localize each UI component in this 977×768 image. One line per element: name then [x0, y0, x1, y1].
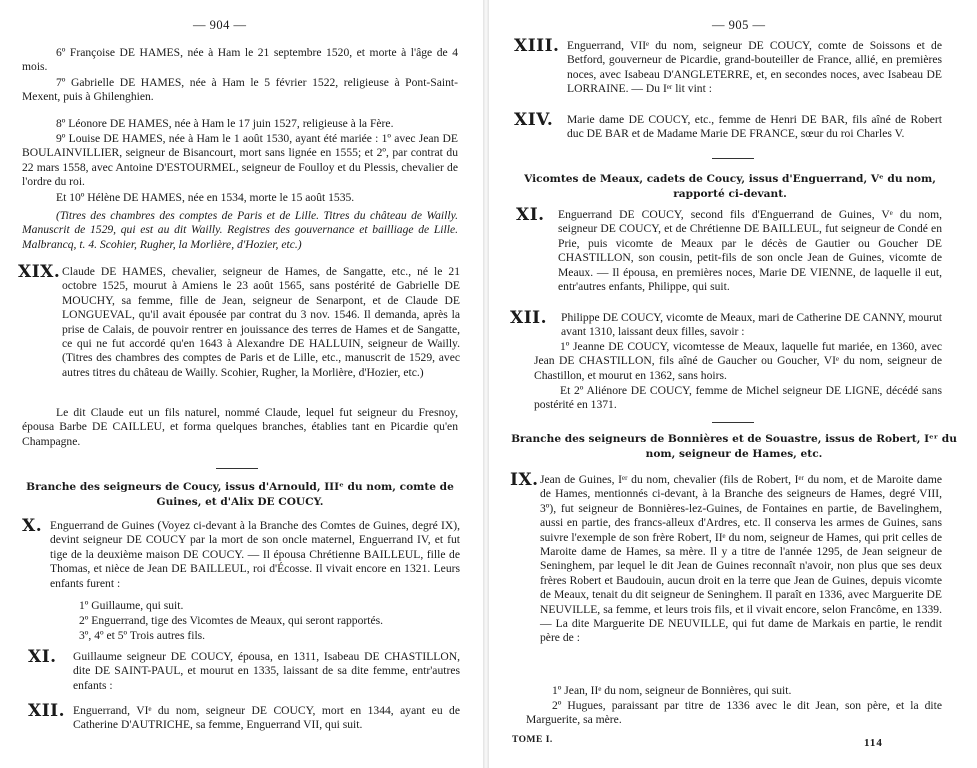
- paragraph: Enguerrand DE COUCY, second fils d'Enguerrand de Guines, Vᵉ du nom, seigneur DE COUCY, et de Chrétienne DE BAILLEUL, fut seigneur de Condé en Prie, puis vicomte de Meaux par le décès de Gautier ou Goucher DE CHASTILLON, son cousin, petit-fils de son oncle Jean de Guines, vicomte de Meaux. — Il épousa, en premières noces, Marie DE VIENNE, de laquelle il eut, entr'autres enfants, Philippe, qui suit.: [558, 208, 942, 294]
- degree-number: XII.: [28, 701, 66, 721]
- child-entry: 1º Jean, IIᵉ du nom, seigneur de Bonnières, qui suit.: [552, 684, 792, 697]
- page-number: — 904 —: [193, 18, 247, 32]
- paragraph: Enguerrand, VIᵉ du nom, seigneur DE COUCY, mort en 1344, ayant eu de Catherine D'AUTRICHE, sa femme, Enguerrand VII, qui suit.: [73, 704, 460, 732]
- divider: [216, 468, 258, 469]
- signature-mark: 114: [864, 737, 883, 749]
- paragraph: Marie dame DE COUCY, etc., femme de Henri DE BAR, fils aîné de Robert duc DE BAR et de Madame Marie DE FRANCE, sœur du roi Charles V.: [567, 113, 942, 141]
- paragraph: 6º Françoise DE HAMES, née à Ham le 21 septembre 1520, et morte à l'âge de 4 mois.: [22, 46, 458, 74]
- paragraph: Enguerrand de Guines (Voyez ci-devant à la Branche des Comtes de Guines, degré IX), devint seigneur DE COUCY par la mort de son oncle maternel, Enguerrand IV, et fut tige de la deuxième maison DE COUCY. — Il épousa Chrétienne BAILLEUL, fille de Thomas, et nièce de Jean DE BAILLEUL, roi d'Écosse. Il vivait encore en 1321. Leurs enfants furent :: [50, 519, 460, 590]
- section-heading: Branche des seigneurs de Bonnières et de Souastre, issus de Robert, Iᵉʳ du nom, seigneur de Hames, etc.: [511, 433, 957, 460]
- paragraph: Jean de Guines, Iᵉʳ du nom, chevalier (fils de Robert, Iᵉʳ du nom, et de Maroite dame de Hames, mentionnés ci-devant, à la Branche des seigneurs de Hames, degré VIII, 3º), fut seigneur de Bonnières-lez-Guines, de Fontaines en partie, de Bavelinghem, aussi en partie, des francs-alleux d'Ardres, etc. Il conserva les armes de Guines, sans suivre l'exemple de son frère Robert, IIᵉ du nom, seigneur de Hames, qui prit celles de Maroite dame de Hames, sa mère. Il y a titre de l'année 1295, de Jean seigneur de Seninghem, par lequel le dit Jean de Guines reconnaît n'avoir, non plus que ses deux frères Robert et Baudouin, aucun droit en la terre que Jean de Guines, depuis vicomte de Meaux, tenait du dit seigneur de Seninghem. Il paraît en 1336, avec Marguerite DE NEUVILLE, sa femme, et leurs trois fils, et il vivait encore, selon Francôme, en 1339. — La dite Marguerite DE NEUVILLE, qui fut dame de Markais en partie, le rendit père de :: [540, 473, 942, 645]
- page-number: — 905 —: [712, 18, 766, 32]
- paragraph: Guillaume seigneur DE COUCY, épousa, en 1311, Isabeau DE CHASTILLON, dite DE SAINT-PAUL, et mourut en 1335, laissant de sa dite femme, entr'autres enfants :: [73, 650, 460, 692]
- section-heading: Branche des seigneurs de Coucy, issus d'Arnould, IIIᵉ du nom, comte de Guines, et d'Alix DE COUCY.: [26, 481, 454, 508]
- divider: [712, 422, 754, 423]
- degree-number: XIX.: [18, 262, 61, 282]
- degree-number: XI.: [516, 205, 545, 225]
- left-page: [0, 0, 482, 768]
- paragraph: Et 10º Hélène DE HAMES, née en 1534, morte le 15 août 1535.: [56, 191, 355, 204]
- paragraph: Philippe DE COUCY, vicomte de Meaux, mari de Catherine DE CANNY, mourut avant 1310, laissant deux filles, savoir :: [561, 311, 942, 339]
- paragraph: 8º Léonore DE HAMES, née à Ham le 17 juin 1527, religieuse à la Fère.: [56, 117, 394, 130]
- paragraph: Le dit Claude eut un fils naturel, nommé Claude, lequel fut seigneur du Fresnoy, épousa Barbe DE CAILLEU, et forma quelques branches, établies tant en Picardie qu'en Champagne.: [22, 406, 458, 448]
- degree-number: X.: [22, 516, 43, 536]
- degree-number: IX.: [510, 470, 539, 490]
- paragraph: Claude DE HAMES, chevalier, seigneur de Hames, de Sangatte, etc., né le 21 octobre 1525, mourut à Amiens le 23 août 1565, sans postérité de Gabrielle DE MOUCHY, sa femme, fille de Jean, seigneur de Senarpont, et de Claude DE LONGUEVAL, qu'il avait épousée par contrat du 3 nov. 1546. Il demanda, après la prise de Calais, de pouvoir rentrer en jouissance des terres de Hames et de Sangatte, ce qui ne fut accordé qu'en 1643 à Alexandre DE HALLUIN, seigneur de Wailly. (Titres des chambres des comptes de Paris et de Lille, etc., manuscrit de 1529, avec autres titres du château de Wailly. Scohier, Rugher, la Morlière, d'Hozier, etc.): [62, 265, 460, 379]
- citation: (Titres des chambres des comptes de Paris et de Lille. Titres du château de Wailly. Manuscrit de 1529, qui est au dit Wailly. Registres des gouvernance et bailliage de Lille. Malbrancq, t. 4. Scohier, Rugher, la Morlière, d'Hozier, etc.): [22, 209, 458, 251]
- child-entry: 2º Hugues, paraissant par titre de 1336 avec le dit Jean, son père, et la dite Marguerite, sa mère.: [526, 699, 942, 727]
- child-entry: 2º Enguerrand, tige des Vicomtes de Meaux, qui seront rapportés.: [79, 614, 384, 627]
- child-entry: 1º Guillaume, qui suit.: [79, 599, 184, 612]
- divider: [712, 158, 754, 159]
- degree-number: XII.: [510, 308, 548, 328]
- paragraph: 7º Gabrielle DE HAMES, née à Ham le 5 février 1522, religieuse à Pont-Saint-Mexent, puis à Ghilenghien.: [22, 76, 458, 104]
- child-entry: 3º, 4º et 5º Trois autres fils.: [79, 629, 206, 642]
- child-entry: Et 2º Aliénore DE COUCY, femme de Michel seigneur DE LIGNE, décédé sans postérité en 1371.: [534, 384, 942, 412]
- right-page: [490, 0, 977, 768]
- degree-number: XI.: [28, 647, 57, 667]
- degree-number: XIV.: [514, 110, 554, 130]
- paragraph: 9º Louise DE HAMES, née à Ham le 1 août 1530, ayant été mariée : 1º avec Jean DE BOULAINVILLIER, seigneur de Bisancourt, mort sans lignée en 1555; et 2º, par contrat du 22 mars 1558, avec Antoine D'ESTOURMEL, seigneur de Foulloy et du Plessis, chevalier de l'ordre du roi.: [22, 132, 458, 189]
- child-entry: 1º Jeanne DE COUCY, vicomtesse de Meaux, laquelle fut mariée, en 1360, avec Jean DE CHASTILLON, fils aîné de Gaucher ou Goucher, VIᵉ du nom, seigneur de Chastillon, et mourut en 1362, sans hoirs.: [534, 340, 942, 382]
- tome-label: TOME I.: [512, 735, 553, 745]
- section-heading: Vicomtes de Meaux, cadets de Coucy, issus d'Enguerrand, Vᵉ du nom, rapporté ci-devant.: [524, 173, 936, 200]
- paragraph: Enguerrand, VIIᵉ du nom, seigneur DE COUCY, comte de Soissons et de Betford, gouverneur de Picardie, grand-bouteiller de France, allié, en premières noces, avec Isabeau D'ANGLETERRE, et, en secondes noces, avec Isabeau DE LORRAINE. — Du Iᵉʳ lit vint :: [567, 39, 942, 96]
- degree-number: XIII.: [514, 36, 560, 56]
- book-gutter: [483, 0, 489, 768]
